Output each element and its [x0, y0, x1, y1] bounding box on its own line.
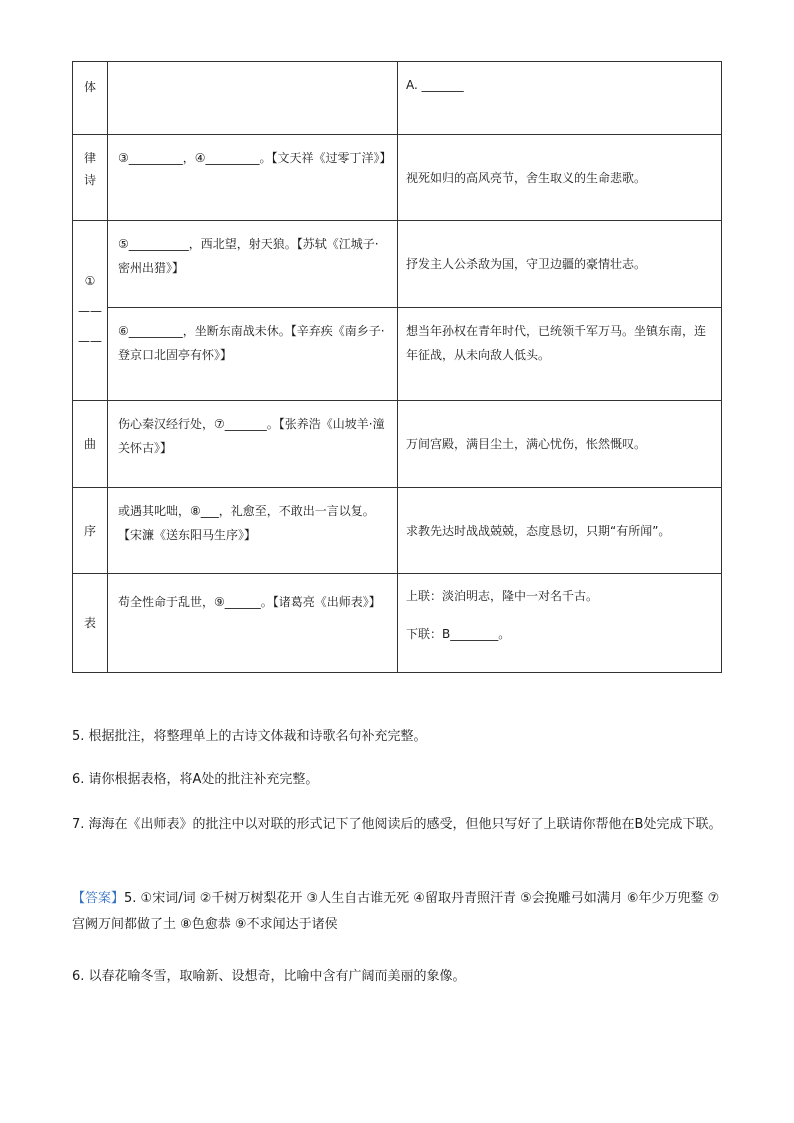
poem-cell: ⑤__________，西北望，射天狼。【苏轼《江城子·密州出猎》】 [108, 221, 398, 308]
genre-cell: 序 [73, 488, 108, 574]
question-5: 5. 根据批注，将整理单上的古诗文体裁和诗歌名句补充完整。 [72, 729, 427, 744]
note-cell: 上联：淡泊明志，隆中一对名千古。 下联：B________。 [398, 574, 722, 673]
poem-cell: 伤心秦汉经行处，⑦_______。【张养浩《山坡羊·潼关怀古》】 [108, 401, 398, 488]
answer-tag: 【答案】 [72, 891, 125, 906]
answer-6: 6. 以春花喻冬雪，取喻新、设想奇，比喻中含有广阔而美丽的象像。 [72, 969, 466, 984]
note-cell: 抒发主人公杀敌为国，守卫边疆的豪情壮志。 [398, 221, 722, 308]
genre-cell: ① —— —— [73, 221, 108, 401]
genre-cell: 律 诗 [73, 135, 108, 221]
note-cell: 求教先达时战战兢兢，态度恳切，只期“有所闻”。 [398, 488, 722, 574]
question-6: 6. 请你根据表格，将A处的批注补充完整。 [72, 772, 319, 787]
answer-5 [72, 886, 732, 938]
answer-5-text: 5. ①宋词/词 ②千树万树梨花开 ③人生自古谁无死 ④留取丹青照汗青 ⑤会挽雕弓如满月 ⑥年少万兜鍪 ⑦宫阙万间都做了土 ⑧色愈恭 ⑨不求闻达于诸侯 [72, 891, 720, 932]
genre-cell: 曲 [73, 401, 108, 488]
table-row [73, 135, 722, 221]
poem-cell: 苟全性命于乱世，⑨______。【诸葛亮《出师表》】 [108, 574, 398, 673]
poem-cell [108, 62, 398, 135]
table-row [73, 401, 722, 488]
poem-cell: 或遇其叱咄，⑧___，礼愈至，不敢出一言以复。【宋濂《送东阳马生序》】 [108, 488, 398, 574]
note-cell: 想当年孙权在青年时代，已统领千军万马。坐镇东南，连年征战，从未向敌人低头。 [398, 308, 722, 401]
note-cell: A. _______ [398, 62, 722, 135]
genre-cell: 体 [73, 62, 108, 135]
note-cell: 万间宫殿，满目尘土，满心忧伤，怅然慨叹。 [398, 401, 722, 488]
table-row [73, 488, 722, 574]
poem-cell: ③_________，④_________。【文天祥《过零丁洋》】 [108, 135, 398, 221]
table-row [73, 62, 722, 135]
notes-table [72, 61, 722, 673]
table-row [73, 574, 722, 673]
table-row [73, 221, 722, 308]
note-cell: 视死如归的高风亮节，舍生取义的生命悲歌。 [398, 135, 722, 221]
poem-cell: ⑥_________，坐断东南战未休。【辛弃疾《南乡子·登京口北固亭有怀》】 [108, 308, 398, 401]
genre-cell: 表 [73, 574, 108, 673]
table-row [73, 308, 722, 401]
question-7: 7. 海海在《出师表》的批注中以对联的形式记下了他阅读后的感受，但他只写好了上联请你帮他在B处完成下联。 [72, 817, 722, 832]
